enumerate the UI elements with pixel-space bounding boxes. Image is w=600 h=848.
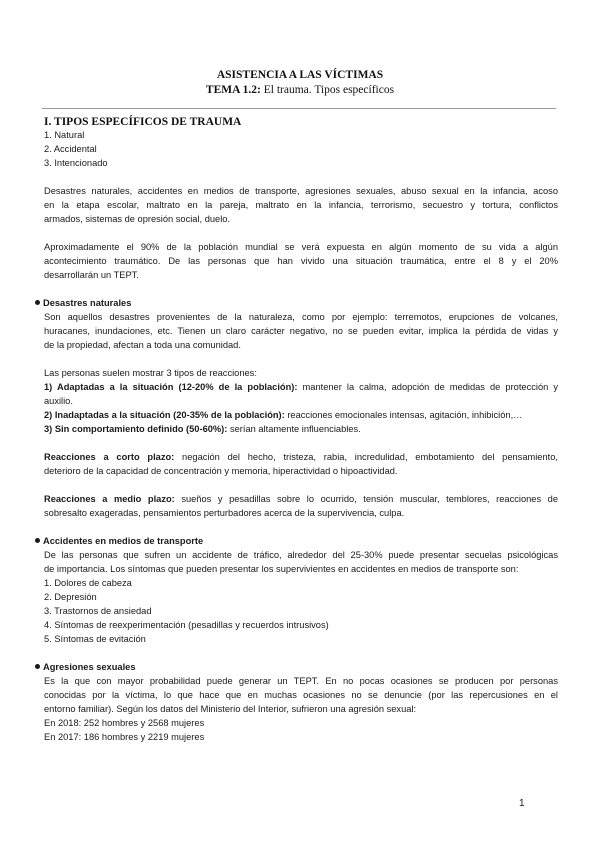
paragraph-line: Son aquellos desastres provenientes de la naturaleza, como por ejemplo: terremotos, erupciones de volcanes, xyxy=(44,312,558,322)
heading-sexual-assault: Agresiones sexuales xyxy=(35,661,136,674)
paragraph-line: acontecimiento traumático. De las personas que han vivido una situación traumática, entre el 8 y el 20% xyxy=(44,256,558,266)
heading-natural-disasters: Desastres naturales xyxy=(35,297,131,310)
bullet-icon xyxy=(35,664,40,669)
page-number: 1 xyxy=(519,798,525,809)
heading-transport-accidents: Accidentes en medios de transporte xyxy=(35,535,203,548)
paragraph-line: huracanes, inundaciones, etc. Tienen un claro carácter negativo, no se pueden evitar, implica la pérdida de vidas y xyxy=(44,326,558,336)
section-title: I. TIPOS ESPECÍFICOS DE TRAUMA xyxy=(44,116,242,128)
header-divider xyxy=(42,108,556,109)
symptom-item: 1. Dolores de cabeza xyxy=(44,578,132,588)
reactions-intro: Las personas suelen mostrar 3 tipos de reacciones: xyxy=(44,368,257,378)
paragraph-line: desarrollarán un TEPT. xyxy=(44,270,139,280)
symptom-item: 4. Síntomas de reexperimentación (pesadillas y recuerdos intrusivos) xyxy=(44,620,329,630)
subtitle-topic-label: TEMA 1.2: xyxy=(205,84,261,96)
paragraph-line: conocidas por la víctima, lo que hace que en muchas ocasiones no se denuncie (por las repercusiones en el xyxy=(44,690,558,700)
reaction-item: 1) Adaptadas a la situación (12-20% de la población): mantener la calma, adopción de medidas de protección y xyxy=(44,382,558,392)
paragraph-line: en la etapa escolar, maltrato en la pareja, maltrato en la infancia, terrorismo, secuestro y tortura, conflictos xyxy=(44,200,558,210)
paragraph-line: entorno familiar). Según los datos del Ministerio del Interior, sufrieron una agresión sexual: xyxy=(44,704,417,714)
paragraph-line: Aproximadamente el 90% de la población mundial se verá expuesta en algún momento de su vida a algún xyxy=(44,242,558,252)
reaction-item: 2) Inadaptadas a la situación (20-35% de la población): reacciones emocionales intensas, agitación, inhibición,… xyxy=(44,410,523,420)
reaction-item-cont: auxilio. xyxy=(44,396,73,406)
type-item: 3. Intencionado xyxy=(44,158,108,168)
document-subtitle xyxy=(0,84,600,96)
paragraph-line: De las personas que sufren un accidente de tráfico, alrededor del 25-30% puede presentar secuelas psicológicas xyxy=(44,550,558,560)
symptom-item: 3. Trastornos de ansiedad xyxy=(44,606,152,616)
symptom-item: 2. Depresión xyxy=(44,592,97,602)
reaction-item: 3) Sin comportamiento definido (50-60%): serían altamente influenciables. xyxy=(44,424,361,434)
type-item: 2. Accidental xyxy=(44,144,97,154)
paragraph-line: Desastres naturales, accidentes en medios de transporte, agresiones sexuales, abuso sexual en la infancia, acoso xyxy=(44,186,558,196)
mid-term-reactions: Reacciones a medio plazo: sueños y pesadillas sobre lo ocurrido, tensión muscular, temblores, reacciones de xyxy=(44,494,558,504)
paragraph-line: sobresalto exageradas, pensamientos perturbadores acerca de la supervivencia, culpa. xyxy=(44,508,405,518)
paragraph-line: deterioro de la capacidad de concentración y memoria, hiperactividad o hipoactividad. xyxy=(44,466,398,476)
paragraph-line: armados, sistemas de opresión social, duelo. xyxy=(44,214,231,224)
bullet-icon xyxy=(35,300,40,305)
paragraph-line: de la propiedad, afectan a toda una comunidad. xyxy=(44,340,241,350)
stat-line: En 2017: 186 hombres y 2219 mujeres xyxy=(44,732,205,742)
subtitle-topic-name: El trauma. Tipos específicos xyxy=(260,84,395,96)
short-term-reactions: Reacciones a corto plazo: negación del hecho, tristeza, rabia, incredulidad, embotamiento del pensamiento, xyxy=(44,452,558,462)
stat-line: En 2018: 252 hombres y 2568 mujeres xyxy=(44,718,205,728)
paragraph-line: de importancia. Los síntomas que pueden presentar los supervivientes en accidentes en medios de transporte son: xyxy=(44,564,519,574)
paragraph-line: Es la que con mayor probabilidad puede generar un TEPT. En no pocas ocasiones se producen por personas xyxy=(44,676,558,686)
bullet-icon xyxy=(35,538,40,543)
symptom-item: 5. Síntomas de evitación xyxy=(44,634,146,644)
type-item: 1. Natural xyxy=(44,130,85,140)
document-title: ASISTENCIA A LAS VÍCTIMAS xyxy=(216,69,384,81)
